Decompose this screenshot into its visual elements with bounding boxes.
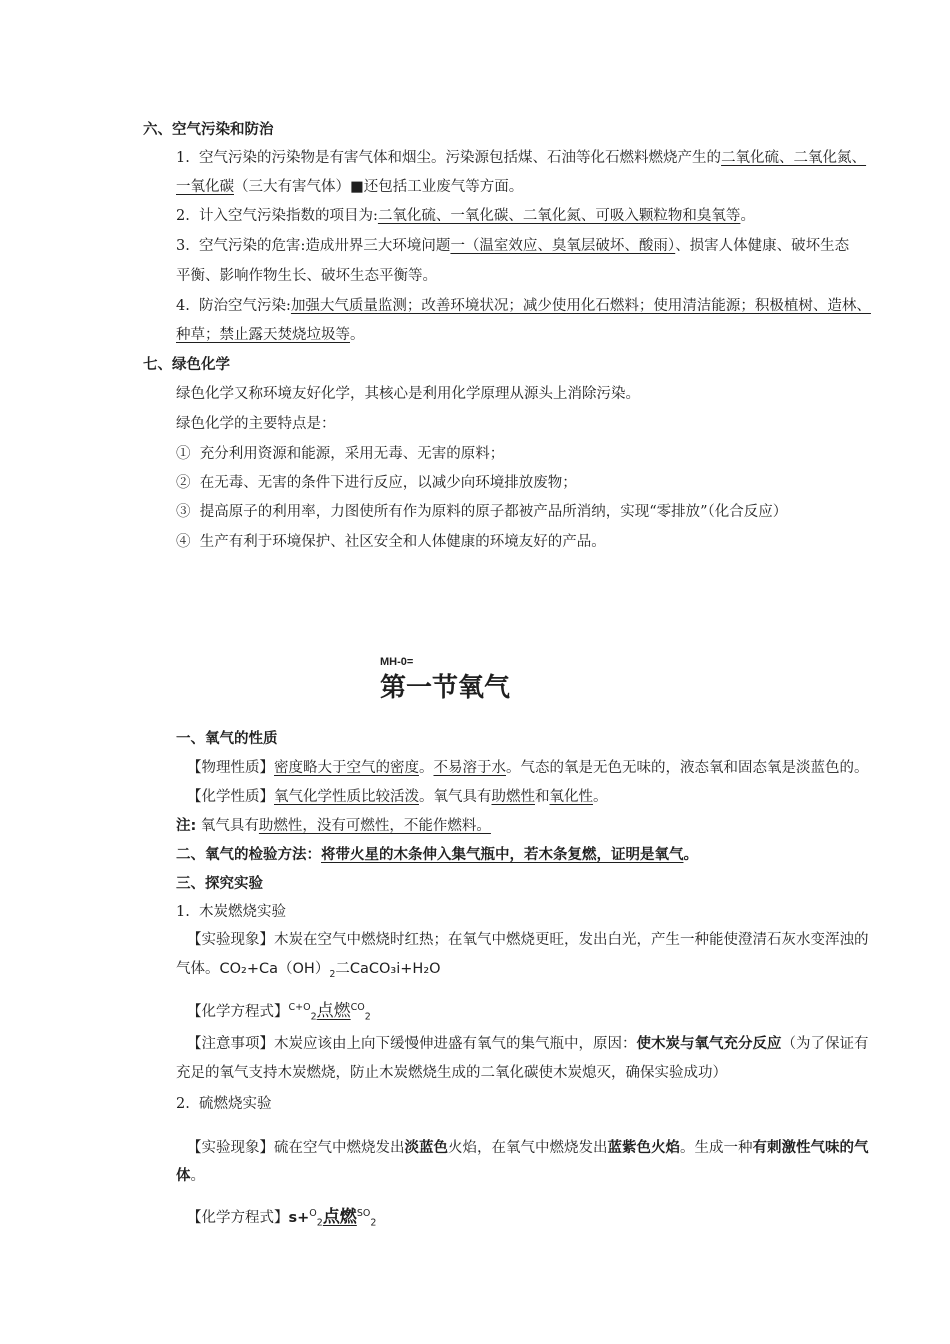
sulfur-experiment-title: 2. 硫燃烧实验	[176, 1096, 272, 1112]
s6-item-1-cont: 一氧化碳（三大有害气体）■还包括工业废气等方面。	[176, 179, 524, 195]
charcoal-note-cont: 充足的氧气支持木炭燃烧，防止木炭燃烧生成的二氧化碳使木炭熄灭，确保实验成功）	[176, 1065, 727, 1081]
sulfur-phenomenon: 【实验现象】硫在空气中燃烧发出淡蓝色火焰，在氧气中燃烧发出蓝紫色火焰。生成一种有刺激性气味的气	[187, 1140, 869, 1156]
charcoal-phenomenon-cont: 气体。$CO_2+Ca(OH)_2$二CaCO₃i+H₂O	[176, 961, 441, 980]
s6-item-4-cont: 种草；禁止露天焚烧垃圾等。	[176, 327, 365, 343]
experiments-heading: 三、探究实验	[176, 876, 263, 892]
s6-item-4: 4. 防治空气污染:加强大气质量监测；改善环境状况；减少使用化石燃料；使用清洁能源；积极植树、造林、	[176, 298, 871, 314]
s7-para-1: 绿色化学又称环境友好化学，其核心是利用化学原理从源头上消除污染。	[176, 386, 640, 402]
s7-feature-2: ② 在无毒、无害的条件下进行反应，以减少向环境排放废物；	[176, 475, 577, 491]
sulfur-phenomenon-cont: 体。	[176, 1168, 205, 1184]
s6-item-1: 1. 空气污染的污染物是有害气体和烟尘。污染源包括煤、石油等化石燃料燃烧产生的二氧化硫、二氧化氮、	[176, 150, 867, 166]
charcoal-note: 【注意事项】木炭应该由上向下缓慢伸进盛有氧气的集气瓶中，原因：使木炭与氧气充分反应（为了保证有	[187, 1036, 869, 1052]
chemical-properties: 【化学性质】氧气化学性质比较活泼。氧气具有助燃性和氧化性。	[187, 789, 608, 805]
oxygen-test-method: 二、氧气的检验方法：将带火星的木条伸入集气瓶中，若木条复燃，证明是氧气。	[176, 847, 698, 863]
s7-para-2: 绿色化学的主要特点是：	[176, 416, 336, 432]
oxygen-properties-heading: 一、氧气的性质	[176, 731, 278, 747]
charcoal-equation: 【化学方程式】$^{C+O}_2$点燃$^{CO}_2$	[187, 1000, 371, 1023]
chapter-code: MH-0=	[380, 656, 414, 668]
s7-feature-1: ① 充分利用资源和能源，采用无毒、无害的原料；	[176, 446, 505, 462]
s6-item-2: 2. 计入空气污染指数的项目为:二氧化硫、一氧化碳、二氧化氮、可吸入颗粒物和臭氧等。	[176, 208, 755, 224]
section-7-heading: 七、绿色化学	[143, 357, 230, 373]
charcoal-experiment-title: 1. 木炭燃烧实验	[176, 904, 287, 920]
section-6-heading: 六、空气污染和防治	[143, 122, 274, 138]
charcoal-phenomenon: 【实验现象】木炭在空气中燃烧时红热；在氧气中燃烧更旺，发出白光，产生一种能使澄清石灰水变浑浊的	[187, 932, 869, 948]
physical-properties: 【物理性质】密度略大于空气的密度。不易溶于水。气态的氧是无色无味的，液态氧和固态氧是淡蓝色的。	[187, 760, 869, 776]
s7-feature-4: ④ 生产有利于环境保护、社区安全和人体健康的环境友好的产品。	[176, 534, 606, 550]
sulfur-equation: 【化学方程式】s+$^O_2$点燃$^{SO}_2$	[187, 1206, 377, 1229]
s6-item-3: 3. 空气污染的危害:造成卅界三大环境问题一（温室效应、臭氧层破坏、酸雨）、损害人体健康、破坏生态	[176, 238, 850, 254]
oxygen-note: 注: 氧气具有助燃性，没有可燃性，不能作燃料。	[176, 818, 491, 834]
s7-feature-3: ③ 提高原子的利用率，力图使所有作为原料的原子都被产品所消纳，实现“零排放”（化合反应）	[176, 504, 788, 520]
chapter-title: 第一节氧气	[380, 673, 511, 703]
s6-item-3-cont: 平衡、影响作物生长、破坏生态平衡等。	[176, 268, 437, 284]
